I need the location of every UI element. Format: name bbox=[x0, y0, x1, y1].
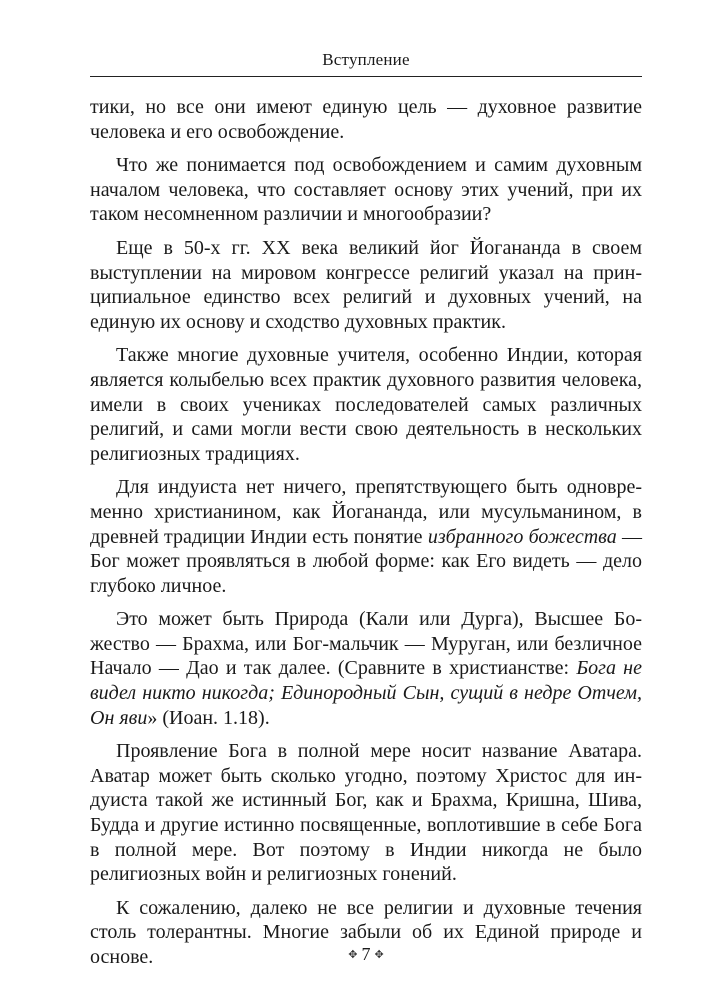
paragraph-5-italic: избранного божества bbox=[427, 525, 617, 548]
page-number: 7 bbox=[361, 944, 371, 964]
folio-ornament-left-icon: ✥ bbox=[348, 949, 358, 961]
paragraph-5-text-a: Для индуиста нет ничего, препятствующего быть одновременно христианином, как Йогананда, или мусульманином, в древней традиции Индии есть понятие bbox=[90, 476, 642, 548]
running-header: Вступление bbox=[322, 50, 410, 69]
header-rule bbox=[90, 76, 642, 77]
paragraph-6-text-b: » (Иоан. 1.18). bbox=[147, 706, 270, 729]
paragraph-5 bbox=[90, 475, 642, 598]
paragraph-7: Проявление Бога в полной мере носит название Аватара. Аватар может быть сколько угодно, поэтому Христос для индуиста такой же истинный Бог, как и Брахма, Кришна, Шива, Будда и другие истинно посвященные, воплотившие в себе Бога в полной мере. Вот поэтому в Индии никогда не было религиозных войн и религиозных гонений. bbox=[90, 740, 642, 886]
paragraph-6 bbox=[90, 607, 642, 730]
paragraph-4: Также многие духовные учителя, особенно Индии, которая является колыбелью всех практик духовного развития человека, имели в своих учениках последователей самых различных религий, и сами могли вести свою деятельность в нескольких религиозных традициях. bbox=[90, 344, 642, 465]
page-folio bbox=[90, 943, 642, 966]
folio-ornament-right-icon: ✥ bbox=[374, 949, 384, 961]
paragraph-1: тики, но все они имеют единую цель — духовное развитие человека и его освобождение. bbox=[90, 96, 642, 143]
paragraph-2: Что же понимается под освобождением и самим духовным началом человека, что составляет основу этих учений, при их таком несомненном различии и многообразии? bbox=[90, 154, 642, 226]
paragraph-6-italic: Бога не видел никто никогда; Единородный Сын, сущий в недре Отчем, Он яви bbox=[90, 657, 642, 729]
page-body bbox=[90, 95, 642, 979]
paragraph-6-text-a: Это может быть Природа (Кали или Дурга), Высшее Божество — Брахма, или Бог-мальчик — Муруган, или безличное Начало — Дао и так далее. (Сравните в христианстве: bbox=[90, 608, 642, 680]
paragraph-3: Еще в 50-х гг. XX века великий йог Йогананда в своем выступлении на мировом конгрессе религий указал на принципиальное единство всех религий и духовных учений, на единую их основу и сходство духовных практик. bbox=[90, 236, 642, 333]
paragraph-8: К сожалению, далеко не все религии и духовные течения столь толерантны. Многие забыли об их Единой природе и основе. bbox=[90, 896, 642, 968]
paragraph-5-text-b: — Бог может проявляться в любой форме: как Его видеть — дело глубоко личное. bbox=[90, 525, 642, 597]
